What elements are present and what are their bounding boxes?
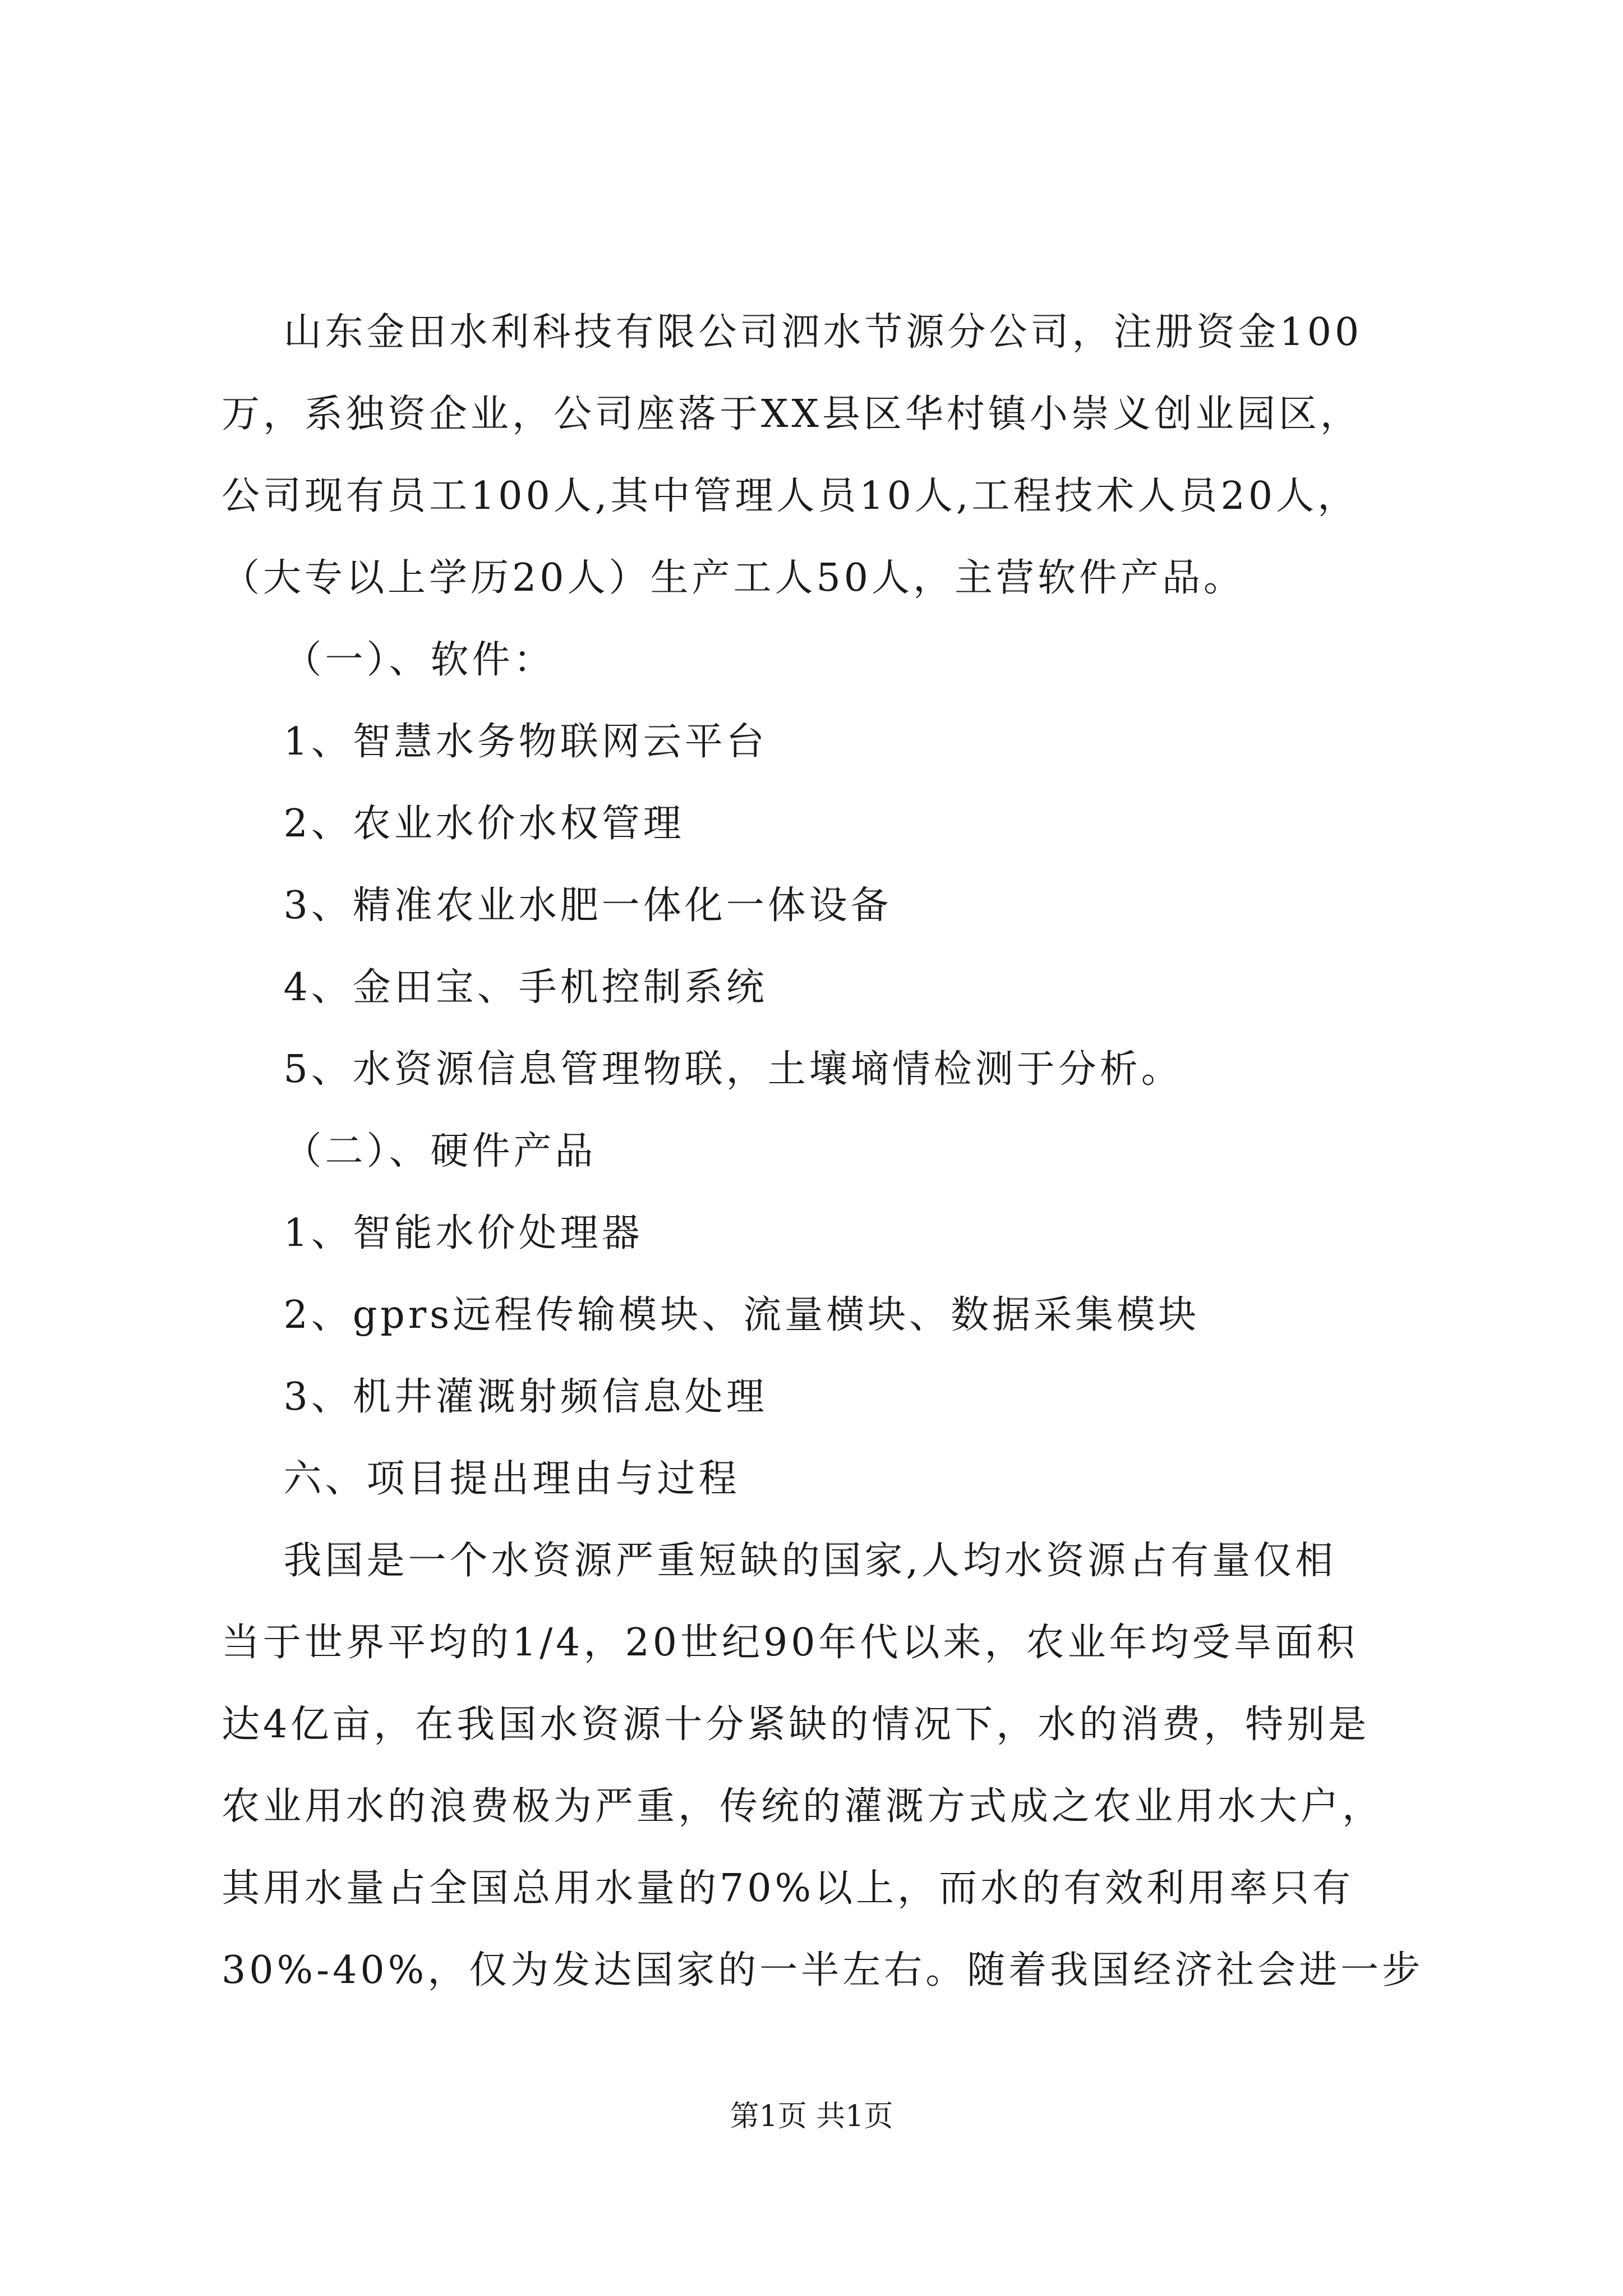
text-line: 2、农业水价水权管理 — [222, 802, 685, 846]
text-line: （一）、软件： — [222, 638, 555, 682]
text-line: 万，系独资企业，公司座落于XX县区华村镇小崇义创业园区， — [222, 392, 1362, 436]
text-line: 1、智能水价处理器 — [222, 1211, 643, 1255]
text-line: 2、gprs远程传输模块、流量横块、数据采集模块 — [222, 1293, 1200, 1337]
text-line: 达4亿亩，在我国水资源十分紧缺的情况下，水的消费，特别是 — [222, 1703, 1370, 1747]
text-line: 3、精准农业水肥一体化一体设备 — [222, 884, 892, 928]
text-line: 农业用水的浪费极为严重，传统的灌溉方式成之农业用水大户， — [222, 1784, 1384, 1829]
text-line: 山东金田水利科技有限公司泗水节源分公司，注册资金100 — [222, 310, 1363, 355]
text-line: 3、机井灌溉射频信息处理 — [222, 1375, 768, 1419]
text-line: （二）、硬件产品 — [222, 1129, 597, 1174]
page-number-footer: 第1页 共1页 — [730, 2100, 893, 2133]
document-body — [222, 292, 1422, 2012]
text-line: 5、水资源信息管理物联，土壤墒情检测于分析。 — [222, 1047, 1183, 1092]
text-line: （大专以上学历20人）生产工人50人，主营软件产品。 — [222, 556, 1246, 600]
text-line: 30%-40%，仅为发达国家的一半左右。随着我国经济社会进一步 — [222, 1948, 1424, 1993]
text-line: 我国是一个水资源严重短缺的国家,人均水资源占有量仅相 — [222, 1539, 1337, 1583]
text-line: 4、金田宝、手机控制系统 — [222, 965, 768, 1010]
text-line: 公司现有员工100人,其中管理人员10人,工程技术人员20人， — [222, 474, 1359, 518]
text-line: 其用水量占全国总用水量的70%以上，而水的有效利用率只有 — [222, 1866, 1354, 1911]
text-line: 当于世界平均的1/4，20世纪90年代以来，农业年均受旱面积 — [222, 1621, 1358, 1665]
text-line: 六、项目提出理由与过程 — [222, 1457, 740, 1501]
text-line: 1、智慧水务物联网云平台 — [222, 720, 768, 764]
